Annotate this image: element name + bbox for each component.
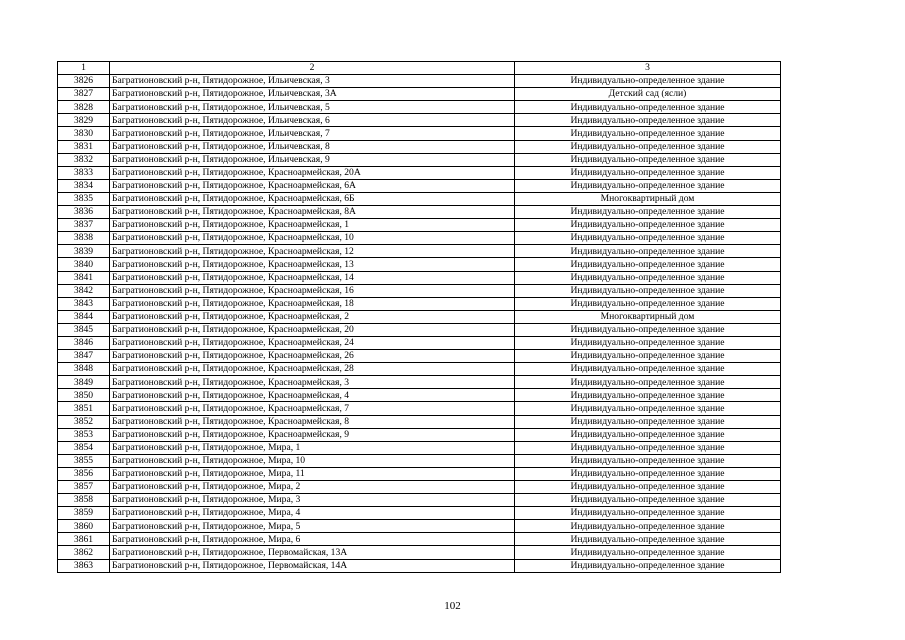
- address-cell: Багратионовский р-н, Пятидорожное, Красноармейская, 8: [110, 415, 515, 428]
- row-number-cell: 3838: [58, 232, 110, 245]
- address-cell: Багратионовский р-н, Пятидорожное, Ильичевская, 3А: [110, 88, 515, 101]
- table-row: [58, 376, 781, 389]
- address-cell: Багратионовский р-н, Пятидорожное, Мира, 6: [110, 533, 515, 546]
- row-number-cell: 3845: [58, 323, 110, 336]
- table-row: [58, 454, 781, 467]
- object-type-cell: Индивидуально-определенное здание: [515, 467, 781, 480]
- object-type-cell: Индивидуально-определенное здание: [515, 179, 781, 192]
- row-number-cell: 3826: [58, 75, 110, 88]
- address-cell: Багратионовский р-н, Пятидорожное, Мира, 3: [110, 494, 515, 507]
- address-cell: Багратионовский р-н, Пятидорожное, Ильичевская, 9: [110, 153, 515, 166]
- address-cell: Багратионовский р-н, Пятидорожное, Ильичевская, 6: [110, 114, 515, 127]
- table-row: [58, 363, 781, 376]
- row-number-cell: 3848: [58, 363, 110, 376]
- object-type-cell: Индивидуально-определенное здание: [515, 284, 781, 297]
- object-type-cell: Индивидуально-определенное здание: [515, 546, 781, 559]
- column-header-3: 3: [515, 62, 781, 75]
- table-row: [58, 507, 781, 520]
- address-cell: Багратионовский р-н, Пятидорожное, Красноармейская, 18: [110, 297, 515, 310]
- row-number-cell: 3852: [58, 415, 110, 428]
- address-cell: Багратионовский р-н, Пятидорожное, Красноармейская, 6Б: [110, 192, 515, 205]
- table-row: [58, 179, 781, 192]
- row-number-cell: 3850: [58, 389, 110, 402]
- object-type-cell: Индивидуально-определенное здание: [515, 559, 781, 572]
- object-type-cell: Индивидуально-определенное здание: [515, 101, 781, 114]
- row-number-cell: 3841: [58, 271, 110, 284]
- object-type-cell: Индивидуально-определенное здание: [515, 402, 781, 415]
- address-cell: Багратионовский р-н, Пятидорожное, Красноармейская, 24: [110, 336, 515, 349]
- address-cell: Багратионовский р-н, Пятидорожное, Красноармейская, 3: [110, 376, 515, 389]
- address-cell: Багратионовский р-н, Пятидорожное, Красноармейская, 4: [110, 389, 515, 402]
- object-type-cell: Многоквартирный дом: [515, 192, 781, 205]
- row-number-cell: 3860: [58, 520, 110, 533]
- table-row: [58, 389, 781, 402]
- row-number-cell: 3854: [58, 441, 110, 454]
- table-row: [58, 481, 781, 494]
- object-type-cell: Индивидуально-определенное здание: [515, 271, 781, 284]
- row-number-cell: 3853: [58, 428, 110, 441]
- object-type-cell: Индивидуально-определенное здание: [515, 363, 781, 376]
- table-row: [58, 271, 781, 284]
- object-type-cell: Индивидуально-определенное здание: [515, 520, 781, 533]
- address-cell: Багратионовский р-н, Пятидорожное, Красноармейская, 9: [110, 428, 515, 441]
- address-cell: Багратионовский р-н, Пятидорожное, Красноармейская, 13: [110, 258, 515, 271]
- row-number-cell: 3846: [58, 336, 110, 349]
- table-row: [58, 114, 781, 127]
- object-type-cell: Индивидуально-определенное здание: [515, 428, 781, 441]
- object-type-cell: Индивидуально-определенное здание: [515, 481, 781, 494]
- row-number-cell: 3837: [58, 219, 110, 232]
- table-row: [58, 441, 781, 454]
- address-cell: Багратионовский р-н, Пятидорожное, Красноармейская, 8А: [110, 206, 515, 219]
- address-cell: Багратионовский р-н, Пятидорожное, Красноармейская, 10: [110, 232, 515, 245]
- table-row: [58, 297, 781, 310]
- row-number-cell: 3857: [58, 481, 110, 494]
- table-row: [58, 75, 781, 88]
- row-number-cell: 3847: [58, 350, 110, 363]
- address-cell: Багратионовский р-н, Пятидорожное, Мира, 11: [110, 467, 515, 480]
- object-type-cell: Детский сад (ясли): [515, 88, 781, 101]
- object-type-cell: Индивидуально-определенное здание: [515, 336, 781, 349]
- table-row: [58, 467, 781, 480]
- row-number-cell: 3833: [58, 166, 110, 179]
- row-number-cell: 3862: [58, 546, 110, 559]
- row-number-cell: 3849: [58, 376, 110, 389]
- address-cell: Багратионовский р-н, Пятидорожное, Красноармейская, 16: [110, 284, 515, 297]
- row-number-cell: 3842: [58, 284, 110, 297]
- row-number-cell: 3832: [58, 153, 110, 166]
- address-cell: Багратионовский р-н, Пятидорожное, Красноармейская, 20: [110, 323, 515, 336]
- table-row: [58, 284, 781, 297]
- table-row: [58, 494, 781, 507]
- table-body: [58, 62, 781, 573]
- address-cell: Багратионовский р-н, Пятидорожное, Красноармейская, 28: [110, 363, 515, 376]
- row-number-cell: 3827: [58, 88, 110, 101]
- address-cell: Багратионовский р-н, Пятидорожное, Красноармейская, 26: [110, 350, 515, 363]
- table-row: [58, 402, 781, 415]
- object-type-cell: Индивидуально-определенное здание: [515, 245, 781, 258]
- address-cell: Багратионовский р-н, Пятидорожное, Мира, 2: [110, 481, 515, 494]
- object-type-cell: Индивидуально-определенное здание: [515, 153, 781, 166]
- column-header-1: 1: [58, 62, 110, 75]
- row-number-cell: 3836: [58, 206, 110, 219]
- address-cell: Багратионовский р-н, Пятидорожное, Красноармейская, 14: [110, 271, 515, 284]
- address-cell: Багратионовский р-н, Пятидорожное, Красноармейская, 7: [110, 402, 515, 415]
- row-number-cell: 3861: [58, 533, 110, 546]
- column-header-2: 2: [110, 62, 515, 75]
- table-row: [58, 323, 781, 336]
- table-row: [58, 310, 781, 323]
- table-row: [58, 336, 781, 349]
- table-row: [58, 219, 781, 232]
- object-type-cell: Индивидуально-определенное здание: [515, 323, 781, 336]
- row-number-cell: 3858: [58, 494, 110, 507]
- table-row: [58, 206, 781, 219]
- address-cell: Багратионовский р-н, Пятидорожное, Ильичевская, 5: [110, 101, 515, 114]
- table-row: [58, 350, 781, 363]
- table-row: [58, 192, 781, 205]
- address-cell: Багратионовский р-н, Пятидорожное, Мира, 4: [110, 507, 515, 520]
- object-type-cell: Индивидуально-определенное здание: [515, 258, 781, 271]
- address-cell: Багратионовский р-н, Пятидорожное, Ильичевская, 8: [110, 140, 515, 153]
- address-cell: Багратионовский р-н, Пятидорожное, Мира, 5: [110, 520, 515, 533]
- row-number-cell: 3834: [58, 179, 110, 192]
- row-number-cell: 3863: [58, 559, 110, 572]
- object-type-cell: Индивидуально-определенное здание: [515, 219, 781, 232]
- row-number-cell: 3839: [58, 245, 110, 258]
- row-number-cell: 3843: [58, 297, 110, 310]
- object-type-cell: Индивидуально-определенное здание: [515, 494, 781, 507]
- object-type-cell: Индивидуально-определенное здание: [515, 350, 781, 363]
- table-row: [58, 140, 781, 153]
- table-row: [58, 559, 781, 572]
- table-row: [58, 127, 781, 140]
- address-cell: Багратионовский р-н, Пятидорожное, Мира, 1: [110, 441, 515, 454]
- property-table: [57, 61, 781, 573]
- row-number-cell: 3829: [58, 114, 110, 127]
- table-row: [58, 258, 781, 271]
- object-type-cell: Индивидуально-определенное здание: [515, 533, 781, 546]
- object-type-cell: Индивидуально-определенное здание: [515, 297, 781, 310]
- row-number-cell: 3855: [58, 454, 110, 467]
- object-type-cell: Индивидуально-определенное здание: [515, 232, 781, 245]
- row-number-cell: 3840: [58, 258, 110, 271]
- object-type-cell: Индивидуально-определенное здание: [515, 507, 781, 520]
- table-row: [58, 533, 781, 546]
- address-cell: Багратионовский р-н, Пятидорожное, Мира, 10: [110, 454, 515, 467]
- address-cell: Багратионовский р-н, Пятидорожное, Красноармейская, 12: [110, 245, 515, 258]
- row-number-cell: 3856: [58, 467, 110, 480]
- row-number-cell: 3830: [58, 127, 110, 140]
- row-number-cell: 3835: [58, 192, 110, 205]
- object-type-cell: Индивидуально-определенное здание: [515, 441, 781, 454]
- address-cell: Багратионовский р-н, Пятидорожное, Красноармейская, 20А: [110, 166, 515, 179]
- table-row: [58, 245, 781, 258]
- table-row: [58, 88, 781, 101]
- page-number: 102: [444, 600, 461, 612]
- address-cell: Багратионовский р-н, Пятидорожное, Красноармейская, 2: [110, 310, 515, 323]
- address-cell: Багратионовский р-н, Пятидорожное, Ильичевская, 3: [110, 75, 515, 88]
- address-cell: Багратионовский р-н, Пятидорожное, Первомайская, 14А: [110, 559, 515, 572]
- object-type-cell: Индивидуально-определенное здание: [515, 206, 781, 219]
- table-row: [58, 520, 781, 533]
- object-type-cell: Индивидуально-определенное здание: [515, 389, 781, 402]
- row-number-cell: 3844: [58, 310, 110, 323]
- table-row: [58, 101, 781, 114]
- object-type-cell: Индивидуально-определенное здание: [515, 454, 781, 467]
- row-number-cell: 3851: [58, 402, 110, 415]
- table-row: [58, 428, 781, 441]
- object-type-cell: Индивидуально-определенное здание: [515, 166, 781, 179]
- table-row: [58, 546, 781, 559]
- object-type-cell: Многоквартирный дом: [515, 310, 781, 323]
- object-type-cell: Индивидуально-определенное здание: [515, 127, 781, 140]
- table-row: [58, 415, 781, 428]
- table-header-row: [58, 62, 781, 75]
- table-row: [58, 166, 781, 179]
- object-type-cell: Индивидуально-определенное здание: [515, 75, 781, 88]
- object-type-cell: Индивидуально-определенное здание: [515, 140, 781, 153]
- object-type-cell: Индивидуально-определенное здание: [515, 376, 781, 389]
- address-cell: Багратионовский р-н, Пятидорожное, Ильичевская, 7: [110, 127, 515, 140]
- row-number-cell: 3859: [58, 507, 110, 520]
- table-row: [58, 153, 781, 166]
- row-number-cell: 3831: [58, 140, 110, 153]
- row-number-cell: 3828: [58, 101, 110, 114]
- object-type-cell: Индивидуально-определенное здание: [515, 114, 781, 127]
- address-cell: Багратионовский р-н, Пятидорожное, Красноармейская, 1: [110, 219, 515, 232]
- table-row: [58, 232, 781, 245]
- object-type-cell: Индивидуально-определенное здание: [515, 415, 781, 428]
- address-cell: Багратионовский р-н, Пятидорожное, Красноармейская, 6А: [110, 179, 515, 192]
- address-cell: Багратионовский р-н, Пятидорожное, Первомайская, 13А: [110, 546, 515, 559]
